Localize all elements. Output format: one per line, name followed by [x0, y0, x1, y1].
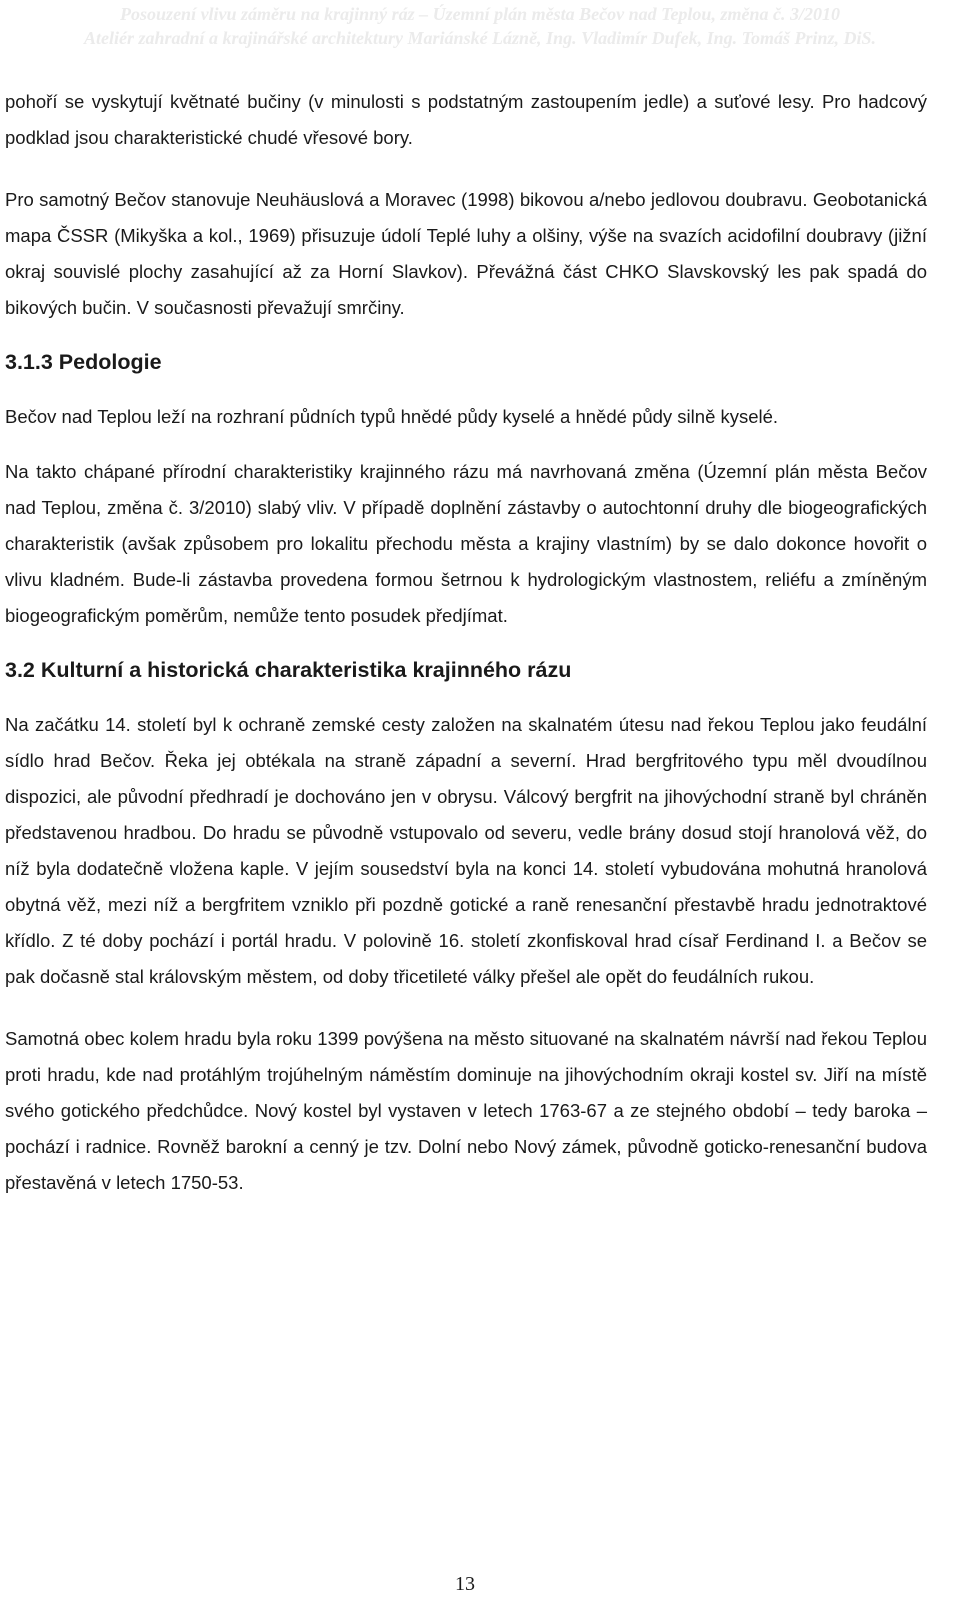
page-number: 13 [455, 1573, 475, 1595]
document-body [5, 84, 927, 1201]
section-heading-cultural-history: 3.2 Kulturní a historická charakteristika krajinného rázu [5, 658, 572, 682]
paragraph-impact-assessment: Na takto chápané přírodní charakteristiky krajinného rázu má navrhovaná změna (Územní plán města Bečov nad Teplou, změna č. 3/2010) slabý vliv. V případě doplnění zástavby o autochtonní druhy dle biogeografických charakteristik (avšak způsobem pro lokalitu přechodu města a krajiny vlastním) by se dalo dokonce hovořit o vlivu kladném. Bude-li zástavba provedena formou šetrnou k hydrologickým vlastnostem, reliéfu a zmíněným biogeografickým poměrům, nemůže tento posudek předjímat. [5, 461, 927, 626]
section-heading-pedologie: 3.1.3 Pedologie [5, 350, 162, 374]
paragraph-pedology: Bečov nad Teplou leží na rozhraní půdních typů hnědé půdy kyselé a hnědé půdy silně kyselé. [5, 406, 779, 427]
paragraph-castle-history: Na začátku 14. století byl k ochraně zemské cesty založen na skalnatém útesu nad řekou Teplou jako feudální sídlo hrad Bečov. Řeka jej obtékala na straně západní a severní. Hrad bergfritového typu měl dvoudílnou dispozici, ale původní předhradí je dochováno jen v obrysu. Válcový bergfrit na jihovýchodní straně byl chráněn představenou hradbou. Do hradu se původně vstupovalo od severu, vedle brány dosud stojí hranolová věž, do níž byla dodatečně vložena kaple. V jejím sousedství byla na konci 14. století vybudována mohutná hranolová obytná věž, mezi níž a bergfritem vzniklo při pozdně gotické a raně renesanční přestavbě hradu jednotraktové křídlo. Z té doby pochází i portál hradu. V polovině 16. století zkonfiskoval hrad císař Ferdinand I. a Bečov se pak dočasně stal královským městem, od doby třicetileté války přešel ale opět do feudálních rukou. [5, 714, 927, 987]
header-title-line: Posouzení vlivu záměru na krajinný ráz – Územní plán města Bečov nad Teplou, změna č. 3/2010 [120, 4, 840, 24]
header-author-line: Ateliér zahradní a krajinářské architektury Mariánské Lázně, Ing. Vladimír Dufek, Ing. Tomáš Prinz, DiS. [84, 28, 876, 48]
paragraph-becov-vegetation: Pro samotný Bečov stanovuje Neuhäuslová a Moravec (1998) bikovou a/nebo jedlovou doubravu. Geobotanická mapa ČSSR (Mikyška a kol., 1969) přisuzuje údolí Teplé luhy a olšiny, výše na svazích acidofilní doubravy (jižní okraj souvislé plochy zasahující až za Horní Slavkov). Převážná část CHKO Slavskovský les pak spadá do bikových bučin. V současnosti převažují smrčiny. [5, 189, 927, 318]
paragraph-vegetation-continued: pohoří se vyskytují květnaté bučiny (v minulosti s podstatným zastoupením jedle) a suťové lesy. Pro hadcový podklad jsou charakteristické chudé vřesové bory. [5, 91, 927, 148]
running-header [0, 0, 960, 52]
paragraph-town-history: Samotná obec kolem hradu byla roku 1399 povýšena na město situované na skalnatém návrší nad řekou Teplou proti hradu, kde nad protáhlým trojúhelným náměstím dominuje na jihovýchodním okraji kostel sv. Jiří na místě svého gotického předchůdce. Nový kostel byl vystaven v letech 1763-67 a ze stejného období – tedy baroka – pochází i radnice. Rovněž barokní a cenný je tzv. Dolní nebo Nový zámek, původně goticko-renesanční budova přestavěná v letech 1750-53. [5, 1028, 927, 1193]
